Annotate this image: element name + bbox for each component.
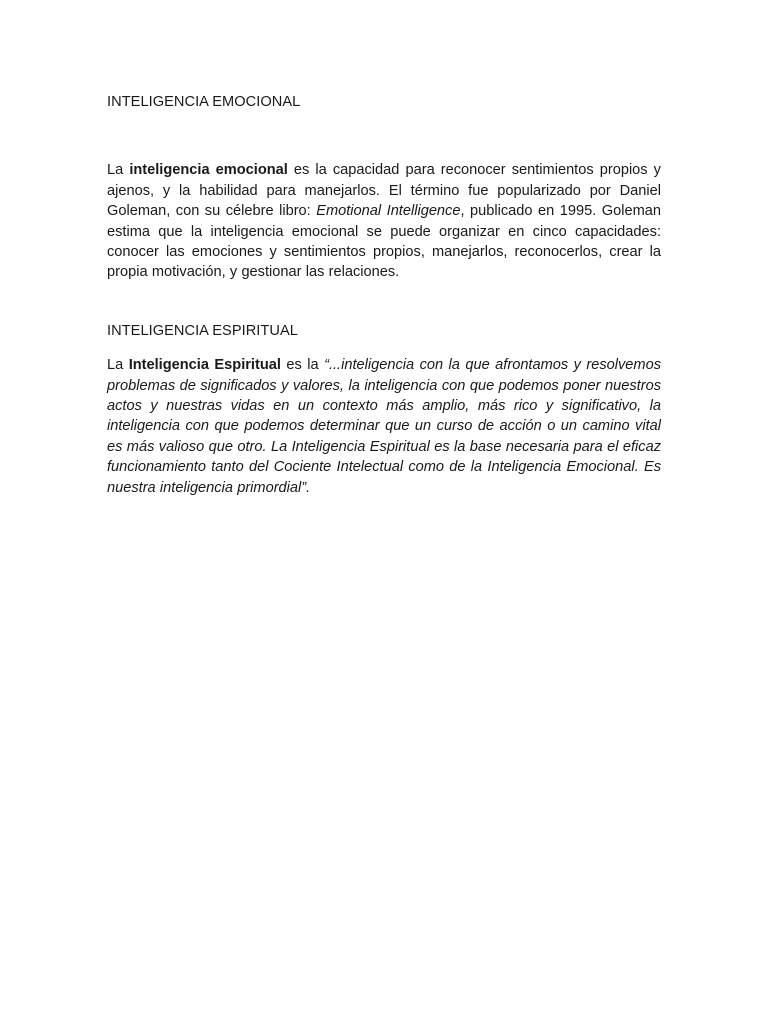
book-title: Emotional Intelligence — [316, 203, 461, 220]
text-run: , publicado en 1995. Goleman estima que la inteligencia emocional se puede organizar en cinco capacidades: conocer las emociones y sentimientos propios, manejarlos, reconocerlos, crear la propia motivación, y gestionar las relaciones. — [107, 203, 661, 281]
spacer — [107, 283, 661, 321]
paragraph-inteligencia-espiritual — [107, 355, 661, 498]
spacer — [107, 112, 661, 160]
text-run: es la — [280, 357, 325, 374]
quotation: “...inteligencia con la que afrontamos y resolvemos problemas de significados y valores, la inteligencia con que podemos poner nuestros actos y nuestras vidas en un contexto más amplio, más rico y significativo, la inteligencia con que podemos determinar que un curso de acción o un camino vital es más valioso que otro. La Inteligencia Espiritual es la base necesaria para el eficaz funcionamiento tanto del Cociente Intelectual como de la Inteligencia Emocional. Es nuestra inteligencia primordial”. — [107, 357, 661, 496]
text-run: La — [107, 162, 130, 179]
document-body — [107, 92, 661, 498]
paragraph-inteligencia-emocional — [107, 160, 661, 282]
text-run: es la capacidad para reconocer sentimientos propios y ajenos, y la habilidad para manejarlos. El término fue popularizado por Daniel Goleman, con su célebre libro: — [107, 162, 661, 220]
bold-term: inteligencia emocional — [129, 162, 288, 179]
heading-inteligencia-espiritual: INTELIGENCIA ESPIRITUAL — [107, 322, 298, 339]
text-run: La — [107, 357, 129, 374]
bold-term: Inteligencia Espiritual — [128, 357, 281, 374]
heading-inteligencia-emocional: INTELIGENCIA EMOCIONAL — [107, 94, 301, 110]
spacer — [107, 341, 661, 355]
